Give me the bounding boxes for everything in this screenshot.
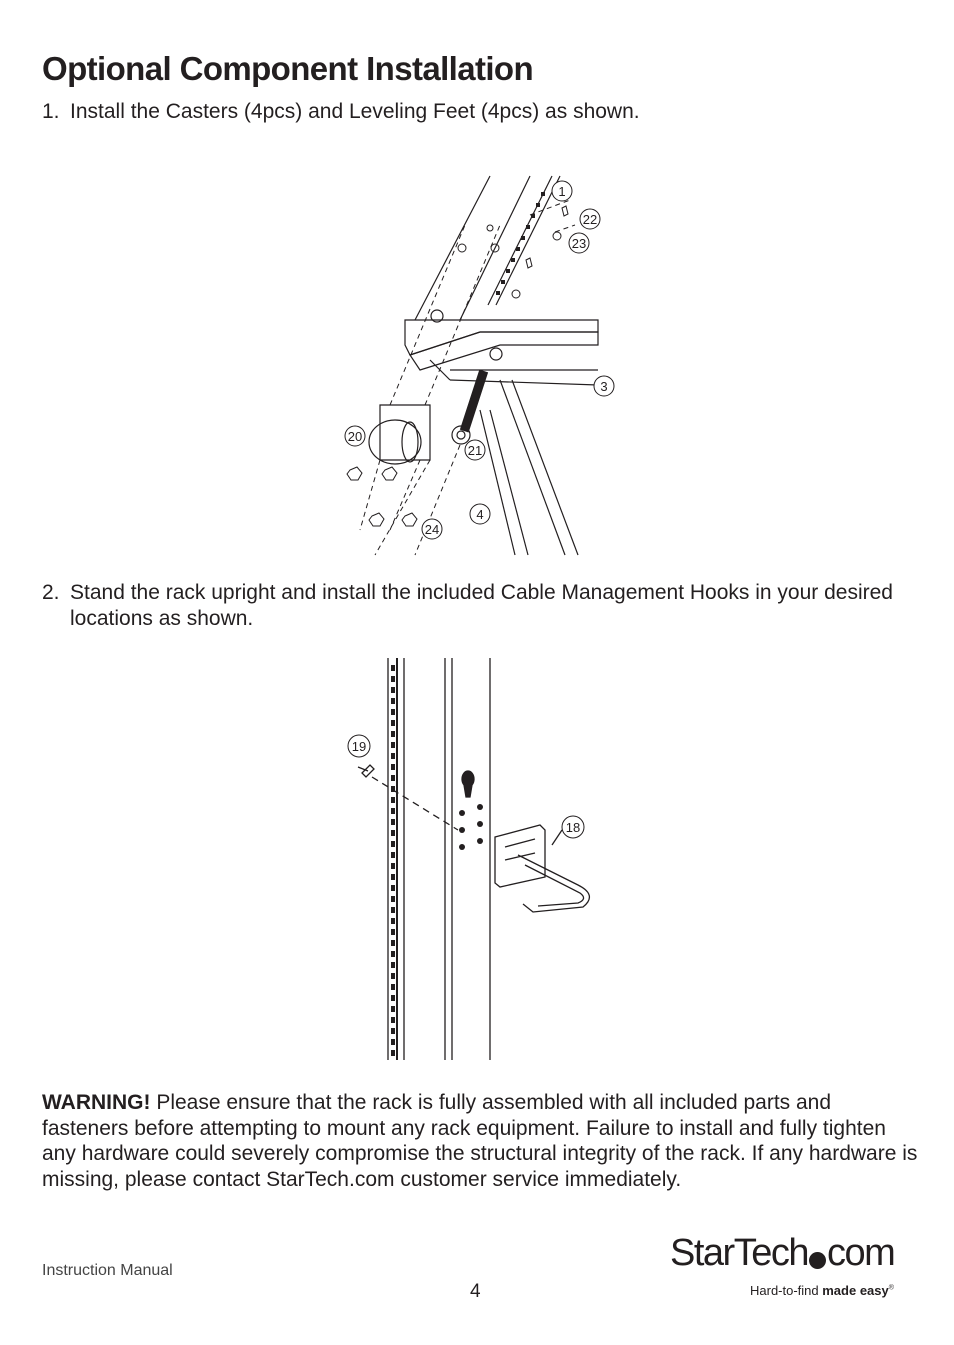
warning-notice <box>42 1090 922 1192</box>
callout-3: 3 <box>600 379 608 394</box>
step-2 <box>42 580 902 632</box>
warning-text: Please ensure that the rack is fully assembled with all included parts and fasteners before attempting to mount any rack equipment. Failure to install and fully tighten any hardware could severely compromise the structural integrity of the rack. If any hardware is missing, please contact StarTech.com customer service immediately. <box>42 1091 918 1191</box>
callout-20: 20 <box>347 429 363 444</box>
step-1-number: 1. <box>42 100 60 123</box>
callout-19: 19 <box>351 739 367 754</box>
callout-4: 4 <box>476 507 484 522</box>
logo-tagline-bold: made easy <box>822 1283 889 1298</box>
logo-brand-right: com <box>826 1232 895 1274</box>
callout-21: 21 <box>467 443 483 458</box>
page-title: Optional Component Installation <box>42 50 534 87</box>
page-number: 4 <box>470 1281 481 1302</box>
callout-24: 24 <box>424 522 440 537</box>
step-2-number: 2. <box>42 581 60 604</box>
casters-diagram <box>330 170 630 560</box>
startech-logo <box>670 1232 920 1312</box>
cable-hook-diagram <box>340 655 630 1065</box>
warning-label: WARNING! <box>42 1091 151 1114</box>
step-2-text: Stand the rack upright and install the included Cable Management Hooks in your desired locations as shown. <box>70 581 893 630</box>
logo-registered-mark: ® <box>888 1284 894 1292</box>
callout-18: 18 <box>565 820 581 835</box>
logo-tagline-light: Hard-to-find <box>750 1283 823 1298</box>
callout-1: 1 <box>558 184 566 199</box>
step-1-text: Install the Casters (4pcs) and Leveling Feet (4pcs) as shown. <box>70 100 640 123</box>
logo-dot-icon <box>809 1252 826 1269</box>
step-1 <box>42 99 640 125</box>
logo-brand-left: StarTech <box>670 1232 808 1274</box>
callout-22: 22 <box>582 212 598 227</box>
footer-label: Instruction Manual <box>42 1262 173 1279</box>
callout-23: 23 <box>571 236 587 251</box>
